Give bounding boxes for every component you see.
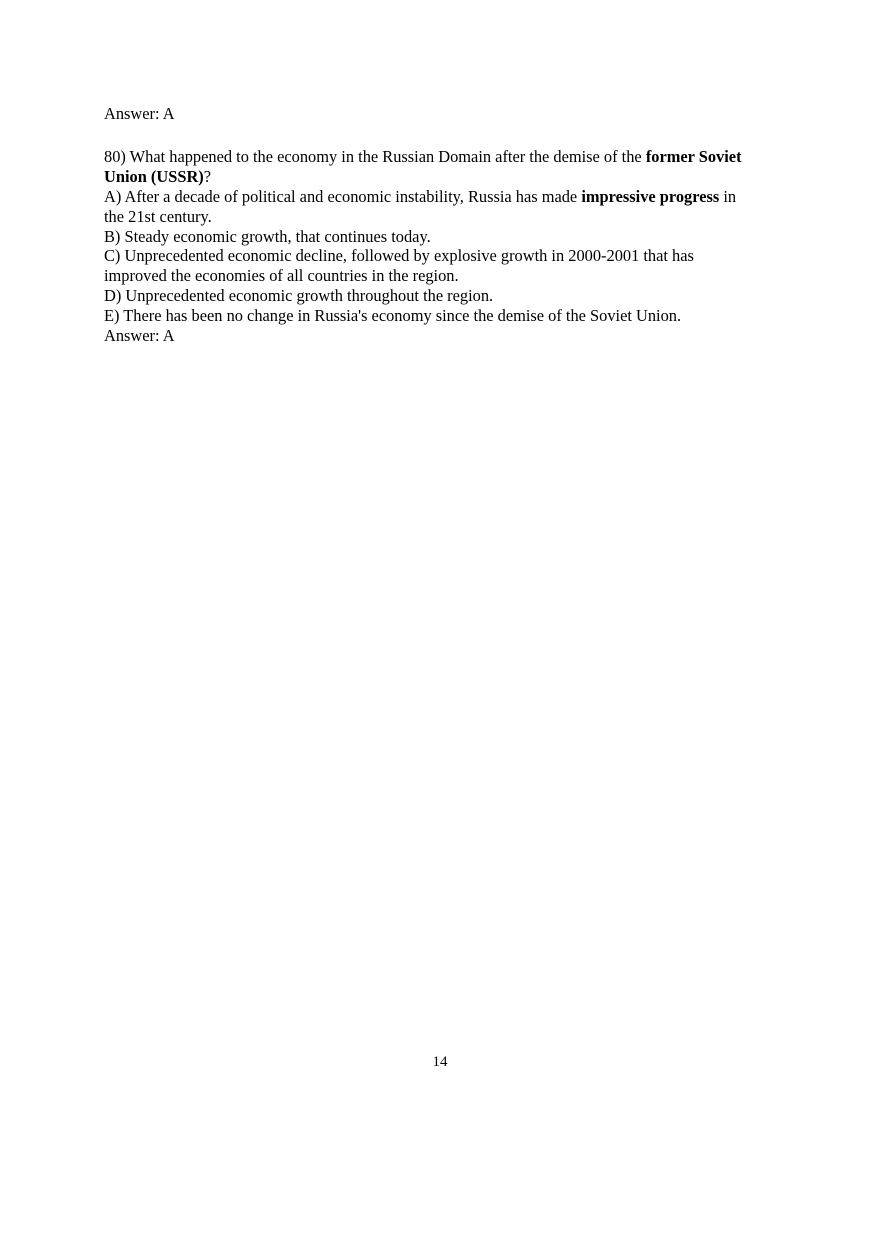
page-content xyxy=(104,104,784,346)
question-answer: Answer: A xyxy=(104,326,175,346)
option-b: B) Steady economic growth, that continues today. xyxy=(104,226,431,246)
option-c-line-1: C) Unprecedented economic decline, followed by explosive growth in 2000-2001 that has xyxy=(104,246,694,266)
question-stem-bold-term: former Soviet xyxy=(645,146,742,166)
question-stem-text: 80) What happened to the economy in the Russian Domain after the demise of the xyxy=(104,146,646,166)
option-a-text: A) After a decade of political and economic instability, Russia has made xyxy=(104,186,582,206)
question-stem-line-1 xyxy=(104,147,784,167)
page-number: 14 xyxy=(432,1054,448,1070)
question-stem-line-2 xyxy=(104,167,784,187)
question-stem-end: ? xyxy=(203,166,212,186)
option-e: E) There has been no change in Russia's economy since the demise of the Soviet Union. xyxy=(104,306,682,326)
option-a-bold-term: impressive progress xyxy=(581,186,720,206)
option-a-text-end: in xyxy=(719,186,737,206)
option-a-line-2: the 21st century. xyxy=(104,206,212,226)
option-d: D) Unprecedented economic growth throughout the region. xyxy=(104,286,494,306)
paragraph-gap xyxy=(104,124,784,147)
option-a-line-1 xyxy=(104,187,784,207)
option-c-line-2: improved the economies of all countries in the region. xyxy=(104,266,459,286)
question-stem-bold-term-continued: Union (USSR) xyxy=(104,166,204,186)
previous-answer: Answer: A xyxy=(104,104,175,123)
question-80 xyxy=(104,147,784,346)
